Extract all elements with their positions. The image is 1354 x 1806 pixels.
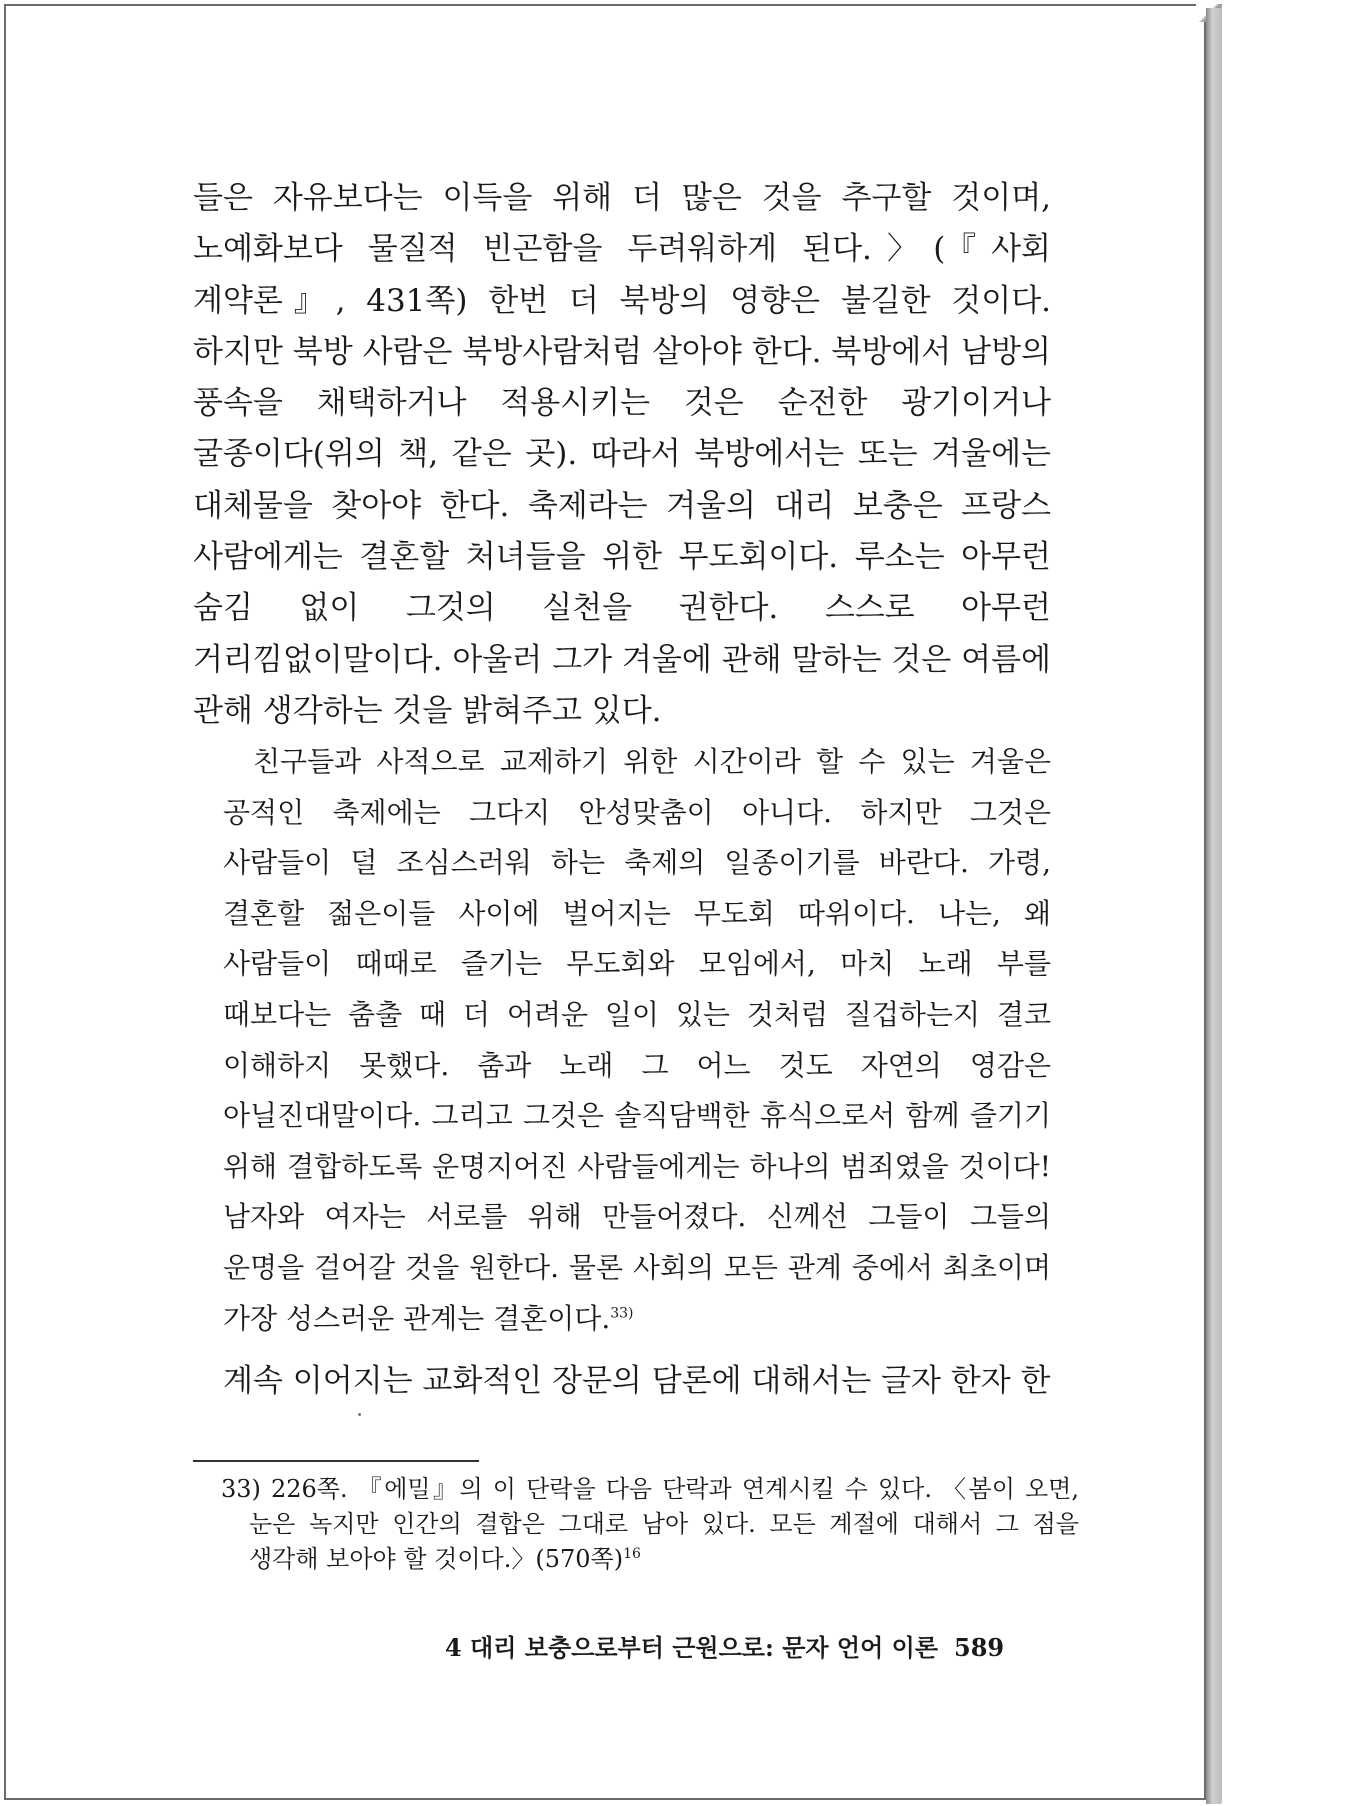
block-quote bbox=[223, 737, 1051, 1344]
body-paragraph-1: 들은 자유보다는 이득을 위해 더 많은 것을 추구할 것이며, 노예화보다 물질적 빈곤함을 두려워하게 된다.〉(『사회 계약론』, 431쪽) 한번 더 북방의 영향은 불길한 것이다. 하지만 북방 사람은 북방사람처럼 살아야 한다. 북방에서 남방의 풍속을 채택하거나 적용시키는 것은 순전한 광기이거나 굴종이다(위의 책, 같은 곳). 따라서 북방에서는 또는 겨울에는 대체물을 찾아야 한다. 축제라는 겨울의 대리 보충은 프랑스 사람에게는 결혼할 처녀들을 위한 무도회이다. 루소는 아무런 숨김 없이 그것의 실천을 권한다. 스스로 아무런 거리낌없이말이다. 아울러 그가 겨울에 관해 말하는 것은 여름에 관해 생각하는 것을 밝혀주고 있다. bbox=[193, 180, 1051, 729]
block-quote-text: 친구들과 사적으로 교제하기 위한 시간이라 할 수 있는 겨울은 공적인 축제에는 그다지 안성맞춤이 아니다. 하지만 그것은 사람들이 덜 조심스러워 하는 축제의 일종이기를 바란다. 가령, 결혼할 젊은이들 사이에 벌어지는 무도회 따위이다. 나는, 왜 사람들이 때때로 즐기는 무도회와 모임에서, 마치 노래 부를 때보다는 춤출 때 더 어려운 일이 있는 것처럼 질겁하는지 결코 이해하지 못했다. 춤과 노래 그 어느 것도 자연의 영감은 아닐진대말이다. 그리고 그것은 솔직담백한 휴식으로서 함께 즐기기 위해 결합하도록 운명지어진 사람들에게는 하나의 범죄였을 것이다! 남자와 여자는 서로를 위해 만들어졌다. 신께선 그들이 그들의 운명을 걸어갈 것을 원한다. 물론 사회의 모든 관계 중에서 최초이며 가장 성스러운 관계는 결혼이다. bbox=[223, 745, 1051, 1335]
page-edge-shadow bbox=[1206, 8, 1222, 1804]
print-speck bbox=[358, 1413, 361, 1416]
chapter-title: 4 대리 보충으로부터 근원으로: 문자 언어 이론 bbox=[445, 1633, 939, 1662]
footnote-reference-33: 33) bbox=[610, 1305, 634, 1322]
footnote-text: 33) 226쪽. 『에밀』의 이 단락을 다음 단락과 연계시킬 수 있다. 〈봄이 오면, 눈은 녹지만 인간의 결합은 그대로 남아 있다. 모든 계절에 대해서 그 점을 생각해 보아야 할 것이다.〉(570쪽) bbox=[221, 1475, 1079, 1573]
page-number: 589 bbox=[954, 1633, 1005, 1662]
footnote-33 bbox=[221, 1472, 1079, 1577]
footnote-separator bbox=[193, 1460, 479, 1462]
footnote-superscript-mark: 16 bbox=[623, 1546, 641, 1562]
body-paragraph-2: 계속 이어지는 교화적인 장문의 담론에 대해서는 글자 한자 한 bbox=[223, 1363, 1051, 1399]
running-footer bbox=[445, 1628, 1025, 1668]
